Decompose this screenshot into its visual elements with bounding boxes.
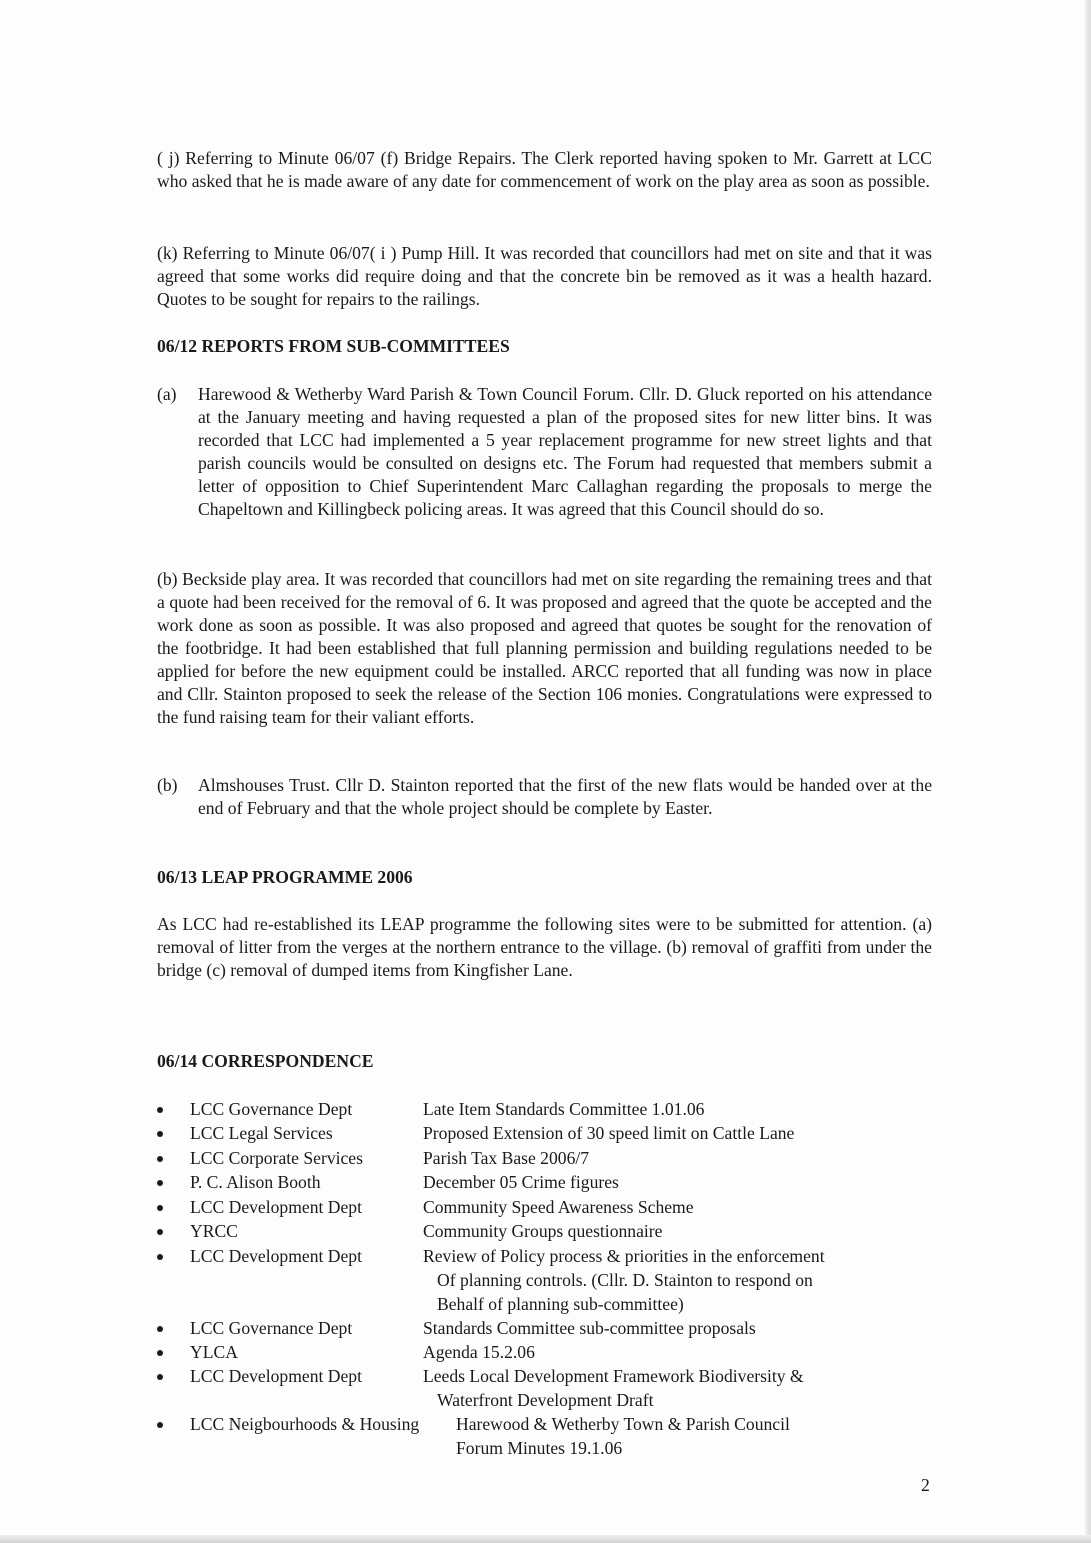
correspondence-subject-line: Community Groups questionnaire: [423, 1221, 663, 1241]
correspondence-subject-line: Agenda 15.2.06: [423, 1342, 535, 1362]
correspondence-sender: YLCA: [190, 1342, 238, 1362]
section-0612-heading: 06/12 REPORTS FROM SUB-COMMITTEES: [157, 336, 510, 356]
item-b-beckside: (b) Beckside play area. It was recorded that councillors had met on site regarding the remaining trees and that a quote had been received for the removal of 6. It was proposed and agreed that the quote be accepted and the work done as soon as possible. It was also proposed and agreed that quotes be sought for the renovation of the footbridge. It had been established that full planning permission and building regulations needed to be applied for before the new equipment could be installed. ARCC reported that all funding was now in place and Cllr. Stainton proposed to seek the release of the Section 106 monies. Congratulations were expressed to the fund raising team for their valiant efforts.: [157, 569, 932, 727]
correspondence-subject: [423, 1219, 933, 1243]
correspondence-subject: [423, 1244, 933, 1316]
item-a-label: (a): [157, 384, 177, 404]
correspondence-subject-line: December 05 Crime figures: [423, 1172, 619, 1192]
correspondence-subject-line: Review of Policy process & priorities in the enforcement: [423, 1246, 825, 1266]
correspondence-subject: [423, 1195, 933, 1219]
correspondence-sender: LCC Legal Services: [190, 1123, 333, 1143]
correspondence-subject: [423, 1170, 933, 1194]
correspondence-subject-line: Parish Tax Base 2006/7: [423, 1148, 590, 1168]
correspondence-sender: LCC Development Dept: [190, 1197, 362, 1217]
correspondence-subject-line: Harewood & Wetherby Town & Parish Council: [456, 1414, 790, 1434]
correspondence-subject: [423, 1097, 933, 1121]
correspondence-subject: [423, 1340, 933, 1364]
section-0614-heading: 06/14 CORRESPONDENCE: [157, 1051, 374, 1071]
correspondence-sender: LCC Development Dept: [190, 1246, 362, 1266]
item-a-text: Harewood & Wetherby Ward Parish & Town Council Forum. Cllr. D. Gluck reported on his attendance at the January meeting and having requested a plan of the proposed sites for new litter bins. It was recorded that LCC had implemented a 5 year replacement programme for new street lights and that parish councils would be consulted on designs etc. The Forum had requested that members submit a letter of opposition to Chief Superintendent Marc Callaghan regarding the proposals to merge the Chapeltown and Killingbeck policing areas. It was agreed that this Council should do so.: [198, 384, 932, 519]
correspondence-subject-line: Late Item Standards Committee 1.01.06: [423, 1099, 705, 1119]
page-number: 2: [921, 1475, 930, 1495]
correspondence-sender: P. C. Alison Booth: [190, 1172, 321, 1192]
correspondence-subject: [423, 1316, 933, 1340]
correspondence-subject-line: Leeds Local Development Framework Biodiversity &: [423, 1366, 804, 1386]
correspondence-sender: LCC Corporate Services: [190, 1148, 363, 1168]
scan-edge-right: [1085, 0, 1091, 1543]
correspondence-sender: YRCC: [190, 1221, 238, 1241]
correspondence-subject: [423, 1364, 933, 1412]
correspondence-subject-line: Of planning controls. (Cllr. D. Stainton to respond on: [437, 1270, 813, 1290]
item-b2-label: (b): [157, 775, 178, 795]
correspondence-sender: LCC Development Dept: [190, 1366, 362, 1386]
correspondence-sender: LCC Neigbourhoods & Housing: [190, 1414, 420, 1434]
correspondence-subject-line: Standards Committee sub-committee proposals: [423, 1318, 756, 1338]
paragraph-j: ( j) Referring to Minute 06/07 (f) Bridge Repairs. The Clerk reported having spoken to Mr. Garrett at LCC who asked that he is made aware of any date for commencement of work on the play area as soon as possible.: [157, 148, 932, 191]
correspondence-subject-line: Forum Minutes 19.1.06: [456, 1438, 623, 1458]
correspondence-subject-line: Waterfront Development Draft: [437, 1390, 654, 1410]
section-0613-heading: 06/13 LEAP PROGRAMME 2006: [157, 867, 413, 887]
correspondence-subject: [456, 1412, 936, 1460]
item-b2-text: Almshouses Trust. Cllr D. Stainton reported that the first of the new flats would be handed over at the end of February and that the whole project should be complete by Easter.: [198, 775, 932, 818]
correspondence-subject-line: Proposed Extension of 30 speed limit on Cattle Lane: [423, 1123, 795, 1143]
correspondence-sender: LCC Governance Dept: [190, 1318, 353, 1338]
correspondence-subject: [423, 1146, 933, 1170]
correspondence-subject-line: Community Speed Awareness Scheme: [423, 1197, 694, 1217]
paragraph-k: (k) Referring to Minute 06/07( i ) Pump Hill. It was recorded that councillors had met on site and that it was agreed that some works did require doing and that the concrete bin be removed as it was a health hazard. Quotes to be sought for repairs to the railings.: [157, 243, 932, 309]
correspondence-sender: LCC Governance Dept: [190, 1099, 353, 1119]
leap-programme-text: As LCC had re-established its LEAP programme the following sites were to be submitted for attention. (a) removal of litter from the verges at the northern entrance to the village. (b) removal of graffiti from under the bridge (c) removal of dumped items from Kingfisher Lane.: [157, 914, 932, 980]
correspondence-subject: [423, 1121, 933, 1145]
correspondence-subject-line: Behalf of planning sub-committee): [437, 1294, 684, 1314]
scan-edge-bottom: [0, 1535, 1091, 1543]
